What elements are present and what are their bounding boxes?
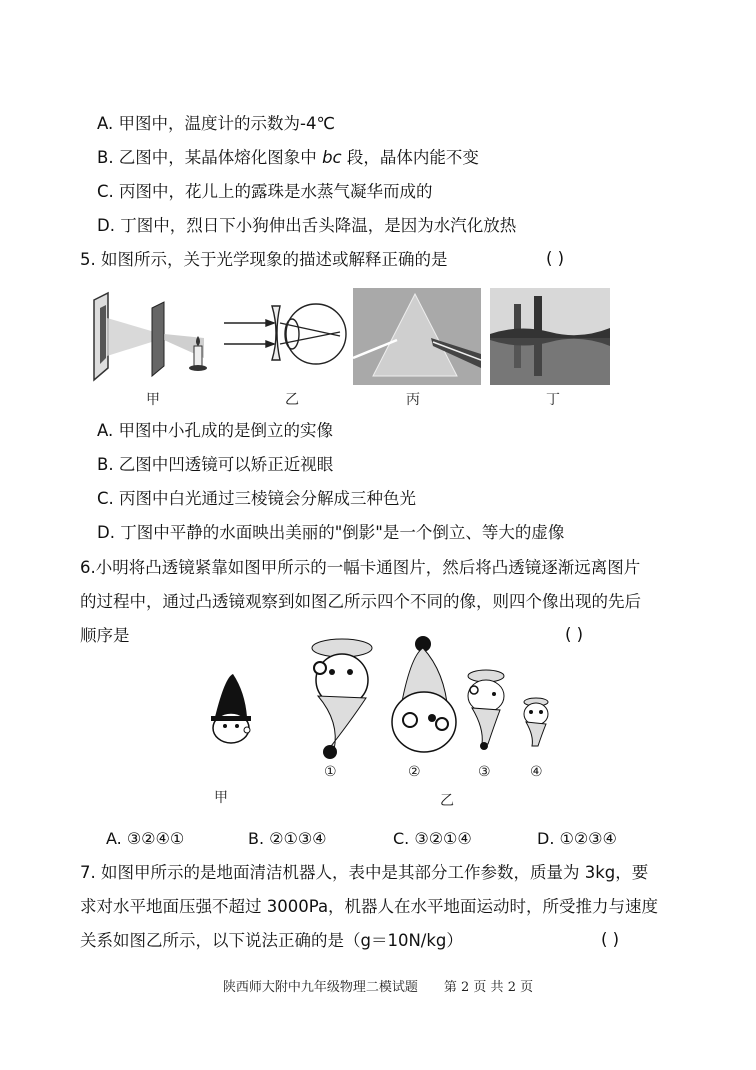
q6-label-1: ① [324, 764, 337, 780]
q5-caption-ding: 丁 [546, 392, 560, 408]
clown-image-4 [524, 698, 548, 746]
q5-option-a: A. 甲图中小孔成的是倒立的实像 [97, 421, 333, 440]
q6-label-4: ④ [530, 764, 543, 780]
q7-answer-paren: ( ) [601, 930, 620, 949]
clown-image-3 [468, 670, 504, 750]
q6-answer-paren: ( ) [565, 625, 584, 644]
q5-option-d: D. 丁图中平静的水面映出美丽的"倒影"是一个倒立、等大的虚像 [97, 523, 565, 542]
q5-option-b: B. 乙图中凹透镜可以矫正近视眼 [97, 455, 334, 474]
clown-original [211, 674, 251, 743]
clown-image-1 [312, 639, 372, 759]
q6-label-3: ③ [478, 764, 491, 780]
q4-option-b: B. 乙图中，某晶体熔化图象中 bc 段，晶体内能不变 [97, 148, 479, 167]
q6-choice-c: C. ③②①④ [393, 829, 472, 848]
clown-image-2 [392, 636, 456, 752]
q6-label-yi: 乙 [440, 793, 454, 809]
q7-stem-line3: 关系如图乙所示，以下说法正确的是（g＝10N/kg） [80, 931, 463, 950]
q5-fig-eye [218, 292, 353, 384]
q4-option-c: C. 丙图中，花儿上的露珠是水蒸气凝华而成的 [97, 182, 433, 201]
q5-option-c: C. 丙图中白光通过三棱镜会分解成三种色光 [97, 489, 417, 508]
q5-fig-prism [353, 288, 481, 385]
q7-stem-line2: 求对水平地面压强不超过 3000Pa，机器人在水平地面运动时，所受推力与速度 [80, 897, 659, 916]
q5-caption-jia: 甲 [146, 392, 160, 408]
q6-fig-clowns [200, 632, 560, 812]
q6-stem-line2: 的过程中，通过凸透镜观察到如图乙所示四个不同的像，则四个像出现的先后 [80, 592, 641, 611]
q5-caption-bing: 丙 [406, 392, 420, 408]
q6-label-jia: 甲 [214, 790, 228, 806]
q4-option-a: A. 甲图中，温度计的示数为-4℃ [97, 114, 335, 133]
q4-option-d: D. 丁图中，烈日下小狗伸出舌头降温，是因为水汽化放热 [97, 216, 517, 235]
q6-stem-line3: 顺序是 [80, 626, 130, 645]
q7-stem-line1: 7. 如图甲所示的是地面清洁机器人，表中是其部分工作参数，质量为 3kg，要 [80, 863, 649, 882]
q6-choice-d: D. ①②③④ [537, 829, 617, 848]
page-footer: 陕西师大附中九年级物理二模试题 第 2 页 共 2 页 [222, 980, 534, 995]
q6-stem-line1: 6.小明将凸透镜紧靠如图甲所示的一幅卡通图片，然后将凸透镜逐渐远离图片 [80, 558, 641, 577]
q5-fig-pinhole [86, 288, 216, 383]
q6-label-2: ② [408, 764, 421, 780]
q5-caption-yi: 乙 [285, 392, 299, 408]
q5-answer-paren: ( ) [546, 249, 565, 268]
q6-choice-a: A. ③②④① [106, 829, 185, 848]
q5-fig-reflection [490, 288, 610, 385]
q6-choice-b: B. ②①③④ [248, 829, 327, 848]
q5-stem: 5. 如图所示，关于光学现象的描述或解释正确的是 [80, 250, 448, 269]
